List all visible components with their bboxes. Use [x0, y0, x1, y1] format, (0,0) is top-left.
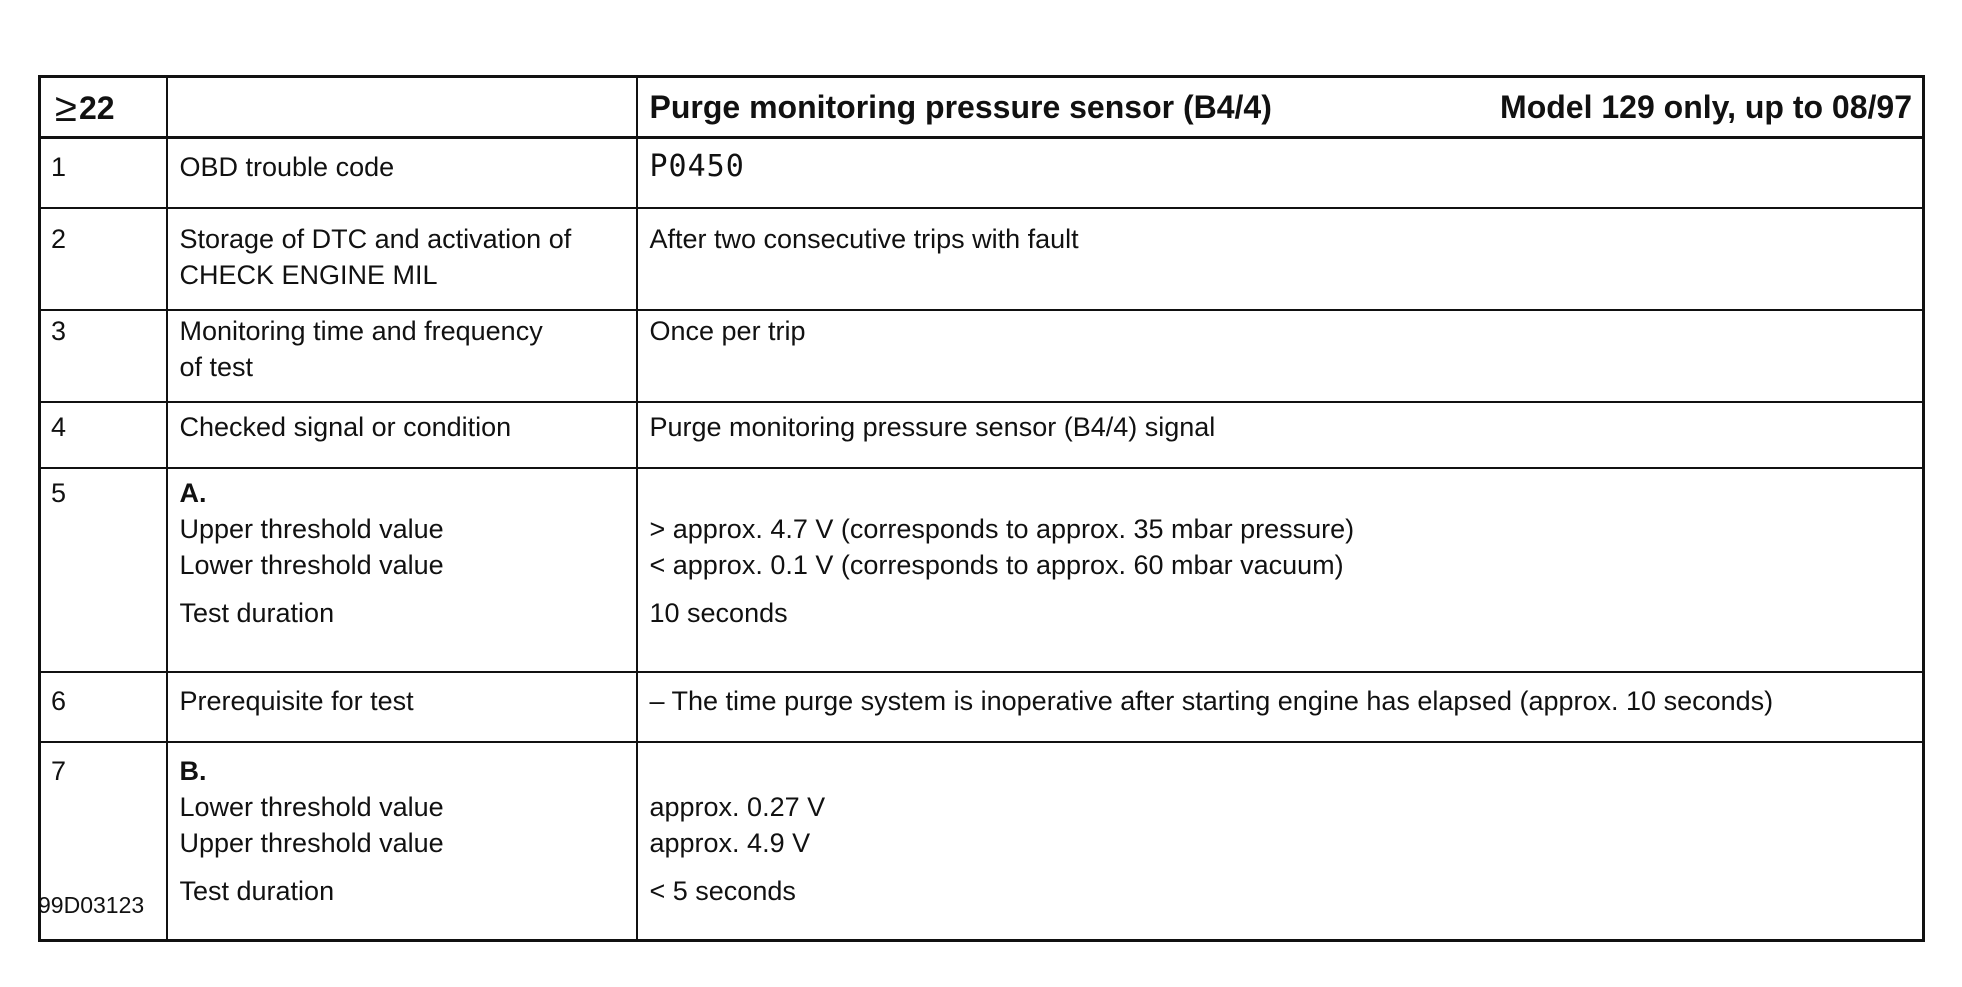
- spacer: [180, 583, 624, 595]
- row-label: [167, 310, 637, 402]
- row-label: [167, 742, 637, 941]
- table-row: [40, 672, 1924, 742]
- trouble-code: P0450: [649, 149, 745, 184]
- block-label: A.: [179, 478, 207, 508]
- table-row: [40, 208, 1924, 310]
- row-number: 6: [40, 672, 167, 742]
- label-line: Test duration: [179, 598, 335, 628]
- table-row: [40, 310, 1924, 402]
- table-header-row: [40, 77, 1924, 138]
- row-label: Checked signal or condition: [167, 402, 637, 468]
- row-value: After two consecutive trips with fault: [637, 208, 1924, 310]
- value-line: > approx. 4.7 V (corresponds to approx. 35 mbar pressure): [649, 514, 1355, 544]
- header-blank-cell: [167, 77, 637, 138]
- table-row: [40, 138, 1924, 209]
- spacer: [180, 861, 624, 873]
- row-label: [167, 468, 637, 672]
- spacer-line: [650, 753, 1911, 789]
- row-number: 3: [40, 310, 167, 402]
- spacer-line: [650, 475, 1911, 511]
- row-value: [637, 138, 1924, 209]
- row-number: 2: [40, 208, 167, 310]
- label-line: Upper threshold value: [179, 828, 444, 858]
- spacer: [650, 861, 1911, 873]
- value-line: 10 seconds: [649, 598, 788, 628]
- label-line: Monitoring time and frequency: [179, 316, 543, 346]
- step-number: 22: [78, 90, 115, 126]
- table-row: [40, 742, 1924, 941]
- label-line: Lower threshold value: [179, 550, 444, 580]
- row-number: 5: [40, 468, 167, 672]
- row-number: 4: [40, 402, 167, 468]
- row-number: 7: [40, 742, 167, 941]
- block-label: B.: [179, 756, 207, 786]
- model-note: Model 129 only, up to 08/97: [1500, 89, 1912, 125]
- table-row: [40, 468, 1924, 672]
- row-value: [637, 742, 1924, 941]
- label-line: of test: [179, 352, 254, 382]
- step-arrow-icon: ≥: [55, 86, 77, 130]
- row-label: OBD trouble code: [167, 138, 637, 209]
- page-title: Purge monitoring pressure sensor (B4/4): [649, 89, 1272, 125]
- row-label: [167, 208, 637, 310]
- label-line: Upper threshold value: [179, 514, 444, 544]
- value-line: approx. 0.27 V: [649, 792, 826, 822]
- row-value: Purge monitoring pressure sensor (B4/4) signal: [637, 402, 1924, 468]
- value-line: < 5 seconds: [649, 876, 796, 906]
- label-line: Lower threshold value: [179, 792, 444, 822]
- label-line: Storage of DTC and activation of: [179, 224, 572, 254]
- spacer: [650, 583, 1911, 595]
- row-value: – The time purge system is inoperative after starting engine has elapsed (approx. 10 seconds): [637, 672, 1924, 742]
- label-line: Test duration: [179, 876, 335, 906]
- value-line: < approx. 0.1 V (corresponds to approx. 60 mbar vacuum): [649, 550, 1344, 580]
- figure-id: 99D03123: [38, 892, 145, 918]
- step-mark-cell: [40, 77, 167, 138]
- value-line: approx. 4.9 V: [649, 828, 811, 858]
- row-number: 1: [40, 138, 167, 209]
- row-value: [637, 468, 1924, 672]
- table-row: [40, 402, 1924, 468]
- label-line: CHECK ENGINE MIL: [179, 260, 438, 290]
- row-value: Once per trip: [637, 310, 1924, 402]
- header-title-cell: [637, 77, 1924, 138]
- obd-diagnostic-table: [38, 75, 1925, 942]
- row-label: Prerequisite for test: [167, 672, 637, 742]
